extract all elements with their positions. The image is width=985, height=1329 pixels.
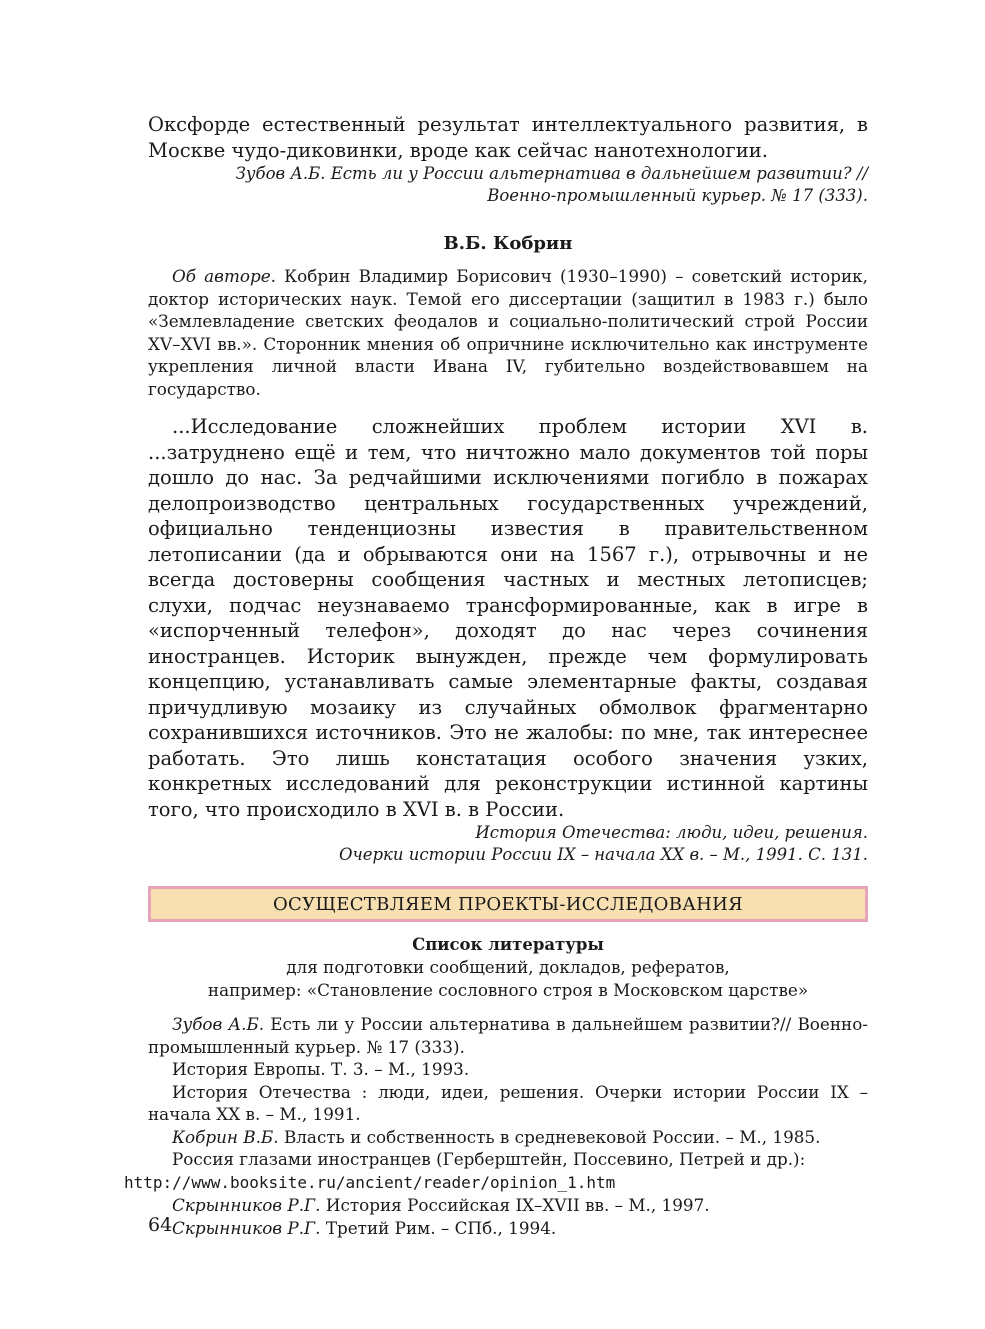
bibliography-list (124, 1013, 868, 1239)
bibliography-author: Скрынников Р.Г. (172, 1217, 321, 1238)
bibliography-text: Власть и собственность в средневековой России. – М., 1985. (278, 1126, 821, 1147)
excerpt-block (148, 414, 868, 866)
bibliography-author: Зубов А.Б. (172, 1014, 265, 1034)
bibliography-text: Третий Рим. – СПб., 1994. (320, 1217, 557, 1238)
intro-source-line-2: Военно-промышленный курьер. № 17 (333). (487, 186, 868, 205)
bibliography-text: Есть ли у России альтернатива в дальнейшем развитии?// Военно-промышленный курьер. № 17 (333). (148, 1014, 868, 1057)
bibliography-item (148, 1013, 868, 1058)
page-number: 64 (148, 1214, 173, 1236)
bibliography-title: Список литературы (412, 935, 604, 954)
bibliography-item (148, 1194, 868, 1217)
excerpt-paragraph: ...Исследование сложнейших проблем истории XVI в. ...затруднено ещё и тем, что ничтожно мало документов той поры дошло до нас. За редчайшими исключениями погибло в пожарах делопроизводство центральных государственных учреждений, официально тенденциозны известия в правительственном летописании (да и обрываются они на 1567 г.), отрывочны и не всегда достоверны сообщения частных и местных летописцев; слухи, подчас неузнаваемо трансформированные, как в игре в «испорченный телефон», доходят до нас через сочинения иностранцев. Историк вынужден, прежде чем формулировать концепцию, устанавливать самые элементарные факты, создавая причудливую мозаику из случайных обмолвок фрагментарно сохранившихся источников. Это не жалобы: по мне, так интереснее работать. Это лишь констатация особого значения узких, конкретных исследований для реконструкции истинной картины того, что происходило в XVI в. в России. (148, 415, 868, 821)
bibliography-author: Кобрин В.Б. (172, 1126, 279, 1147)
bibliography-text: История Отечества : люди, идеи, решения. Очерки истории России IX – начала XX в. – М., 1991. (148, 1081, 868, 1124)
author-heading: В.Б. Кобрин (443, 233, 573, 254)
intro-paragraph: Оксфорде естественный результат интеллектуального развития, в Москве чудо-диковинки, вроде как сейчас нанотехнологии. (148, 113, 868, 162)
excerpt-source-line-2: Очерки истории России IX – начала XX в. – М., 1991. С. 131. (338, 845, 868, 864)
bibliography-text: Россия глазами иностранцев (Герберштейн, Поссевино, Петрей и др.): (172, 1149, 806, 1169)
about-author-paragraph (148, 265, 868, 400)
about-author-text: Кобрин Владимир Борисович (1930–1990) – советский историк, доктор исторических наук. Темой его диссертации (защитил в 1983 г.) было «Землевладение светских феодалов и социально-политический строй России XV–XVI вв.». Сторонник мнения об опричнине исключительно как инструменте укрепления личной власти Ивана IV, губительно воздействовавшем на государство. (148, 266, 868, 399)
bibliography-item (148, 1058, 868, 1081)
bibliography-subtitle-line-1: для подготовки сообщений, докладов, рефератов, (286, 957, 730, 977)
bibliography-text: История Российская IX–XVII вв. – М., 1997. (320, 1195, 710, 1215)
page-content (124, 112, 868, 1239)
bibliography-author: Скрынников Р.Г. (172, 1195, 321, 1215)
excerpt-source-line-1: История Отечества: люди, идеи, решения. (475, 823, 868, 842)
bibliography-text: История Европы. Т. 3. – М., 1993. (172, 1059, 470, 1079)
bibliography-item (124, 1148, 868, 1194)
bibliography-item (148, 1217, 868, 1240)
bibliography-item (148, 1081, 868, 1126)
intro-source-line-1: Зубов А.Б. Есть ли у России альтернатива в дальнейшем развитии? // (235, 164, 868, 183)
bibliography-url-link[interactable]: http://www.booksite.ru/ancient/reader/opinion_1.htm (124, 1172, 616, 1192)
section-banner: ОСУЩЕСТВЛЯЕМ ПРОЕКТЫ-ИССЛЕДОВАНИЯ (148, 886, 868, 922)
bibliography-subtitle-line-2: например: «Становление сословного строя в Московском царстве» (207, 979, 809, 1000)
bibliography-item (148, 1126, 868, 1149)
about-author-lead: Об авторе. (172, 266, 276, 286)
